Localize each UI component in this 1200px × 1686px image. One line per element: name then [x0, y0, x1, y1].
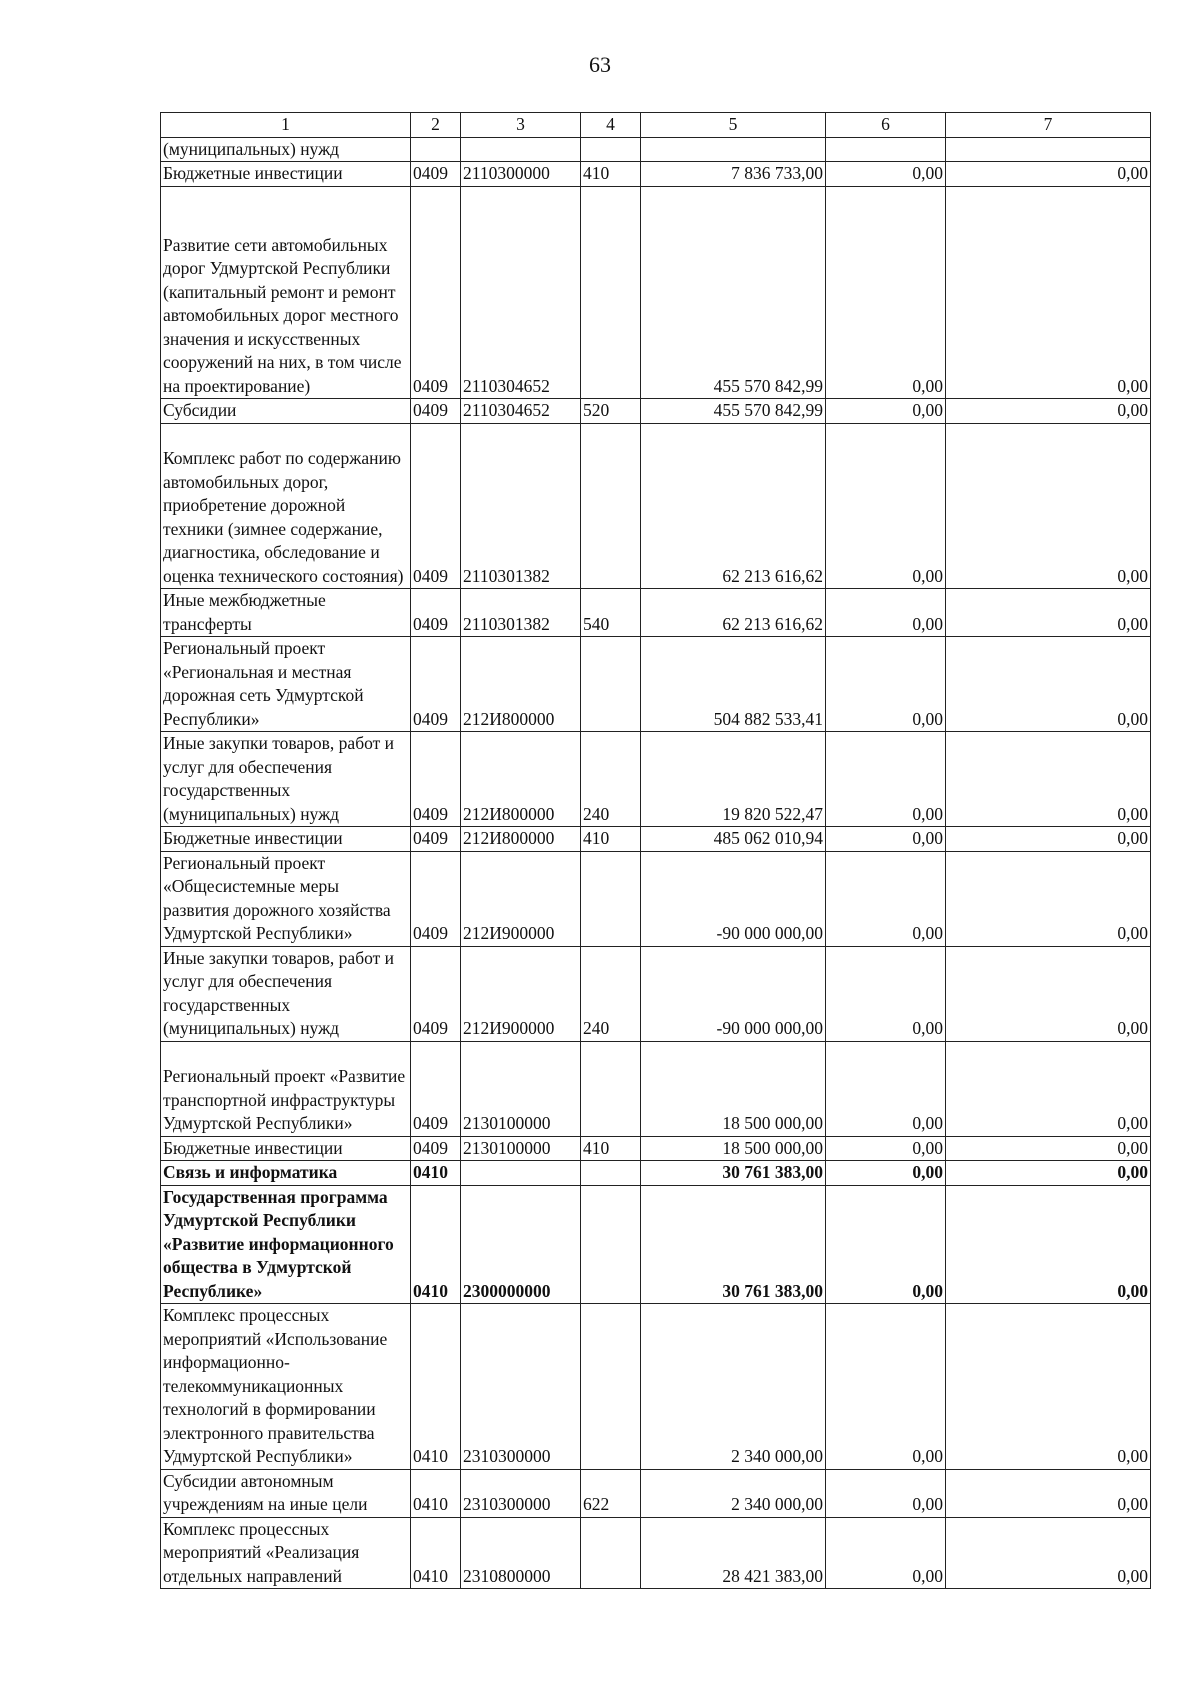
cell-amount-2 — [826, 137, 946, 162]
cell-amount-2: 0,00 — [826, 1136, 946, 1161]
cell-name: Бюджетные инвестиции — [161, 1136, 411, 1161]
cell-target-article: 2310300000 — [461, 1469, 581, 1517]
cell-section: 0409 — [411, 827, 461, 852]
cell-amount-3: 0,00 — [946, 399, 1151, 424]
cell-name: Иные межбюджетные трансферты — [161, 589, 411, 637]
cell-target-article: 2130100000 — [461, 1136, 581, 1161]
cell-amount-2: 0,00 — [826, 186, 946, 399]
cell-section: 0409 — [411, 186, 461, 399]
cell-name: Комплекс процессных мероприятий «Использование информационно-телекоммуникационных технологий в формировании электронного правительства Удмуртской Республики» — [161, 1304, 411, 1470]
table-row — [161, 423, 1151, 589]
cell-target-article: 212И800000 — [461, 637, 581, 732]
cell-section: 0409 — [411, 1041, 461, 1136]
cell-expense-type — [581, 1161, 641, 1186]
cell-section: 0410 — [411, 1161, 461, 1186]
cell-amount-2: 0,00 — [826, 399, 946, 424]
cell-name: Субсидии автономным учреждениям на иные цели — [161, 1469, 411, 1517]
cell-amount: 62 213 616,62 — [641, 589, 826, 637]
cell-target-article: 2110300000 — [461, 162, 581, 187]
table-row — [161, 851, 1151, 946]
cell-amount: 2 340 000,00 — [641, 1304, 826, 1470]
cell-section: 0410 — [411, 1185, 461, 1304]
cell-target-article — [461, 137, 581, 162]
cell-amount-3: 0,00 — [946, 423, 1151, 589]
cell-expense-type — [581, 851, 641, 946]
col-header-6: 6 — [826, 113, 946, 138]
budget-table — [160, 112, 1151, 1589]
cell-amount-3: 0,00 — [946, 1517, 1151, 1589]
table-row — [161, 186, 1151, 399]
cell-amount: 28 421 383,00 — [641, 1517, 826, 1589]
cell-amount: 7 836 733,00 — [641, 162, 826, 187]
col-header-4: 4 — [581, 113, 641, 138]
cell-name: Региональный проект «Региональная и местная дорожная сеть Удмуртской Республики» — [161, 637, 411, 732]
cell-amount-2: 0,00 — [826, 162, 946, 187]
cell-amount-2: 0,00 — [826, 946, 946, 1041]
cell-name: Комплекс процессных мероприятий «Реализация отдельных направлений — [161, 1517, 411, 1589]
cell-section: 0409 — [411, 1136, 461, 1161]
cell-name: Комплекс работ по содержанию автомобильных дорог, приобретение дорожной техники (зимнее содержание, диагностика, обследование и оценка технического состояния) — [161, 423, 411, 589]
cell-expense-type: 410 — [581, 162, 641, 187]
table-row — [161, 1041, 1151, 1136]
cell-name: Бюджетные инвестиции — [161, 827, 411, 852]
cell-name: Развитие сети автомобильных дорог Удмуртской Республики (капитальный ремонт и ремонт автомобильных дорог местного значения и искусственных сооружений на них, в том числе на проектирование) — [161, 186, 411, 399]
cell-amount: 18 500 000,00 — [641, 1136, 826, 1161]
cell-amount-3: 0,00 — [946, 946, 1151, 1041]
cell-amount-3: 0,00 — [946, 162, 1151, 187]
cell-amount-2: 0,00 — [826, 732, 946, 827]
table-row — [161, 162, 1151, 187]
cell-name: Связь и информатика — [161, 1161, 411, 1186]
cell-amount: 18 500 000,00 — [641, 1041, 826, 1136]
cell-amount: 504 882 533,41 — [641, 637, 826, 732]
cell-amount: 455 570 842,99 — [641, 186, 826, 399]
cell-amount-2: 0,00 — [826, 827, 946, 852]
cell-amount: 30 761 383,00 — [641, 1185, 826, 1304]
cell-amount-3: 0,00 — [946, 732, 1151, 827]
table-row — [161, 1185, 1151, 1304]
table-row — [161, 137, 1151, 162]
cell-section: 0409 — [411, 423, 461, 589]
col-header-2: 2 — [411, 113, 461, 138]
col-header-7: 7 — [946, 113, 1151, 138]
cell-amount-3 — [946, 137, 1151, 162]
cell-section — [411, 137, 461, 162]
cell-target-article: 2310800000 — [461, 1517, 581, 1589]
table-row — [161, 1136, 1151, 1161]
cell-section: 0409 — [411, 637, 461, 732]
cell-expense-type — [581, 1185, 641, 1304]
cell-expense-type: 622 — [581, 1469, 641, 1517]
cell-section: 0409 — [411, 946, 461, 1041]
cell-amount-2: 0,00 — [826, 1161, 946, 1186]
cell-expense-type — [581, 423, 641, 589]
cell-amount-3: 0,00 — [946, 851, 1151, 946]
table-row — [161, 589, 1151, 637]
col-header-3: 3 — [461, 113, 581, 138]
cell-amount: -90 000 000,00 — [641, 851, 826, 946]
cell-amount — [641, 137, 826, 162]
cell-target-article: 2110304652 — [461, 399, 581, 424]
cell-expense-type — [581, 137, 641, 162]
table-row — [161, 1304, 1151, 1470]
cell-expense-type — [581, 1517, 641, 1589]
cell-amount-3: 0,00 — [946, 589, 1151, 637]
cell-section: 0409 — [411, 399, 461, 424]
cell-amount: 19 820 522,47 — [641, 732, 826, 827]
cell-amount: 455 570 842,99 — [641, 399, 826, 424]
cell-amount-3: 0,00 — [946, 1469, 1151, 1517]
cell-expense-type: 240 — [581, 732, 641, 827]
col-header-5: 5 — [641, 113, 826, 138]
cell-amount: 485 062 010,94 — [641, 827, 826, 852]
cell-target-article — [461, 1161, 581, 1186]
cell-target-article: 2310300000 — [461, 1304, 581, 1470]
table-row — [161, 1161, 1151, 1186]
table-row — [161, 827, 1151, 852]
table-row — [161, 946, 1151, 1041]
cell-section: 0409 — [411, 732, 461, 827]
cell-amount-3: 0,00 — [946, 1304, 1151, 1470]
cell-expense-type: 410 — [581, 1136, 641, 1161]
cell-amount-2: 0,00 — [826, 637, 946, 732]
cell-amount-2: 0,00 — [826, 423, 946, 589]
col-header-1: 1 — [161, 113, 411, 138]
table-row — [161, 399, 1151, 424]
cell-name: Иные закупки товаров, работ и услуг для обеспечения государственных (муниципальных) нужд — [161, 946, 411, 1041]
cell-target-article: 2110304652 — [461, 186, 581, 399]
table-row — [161, 732, 1151, 827]
header-row — [161, 113, 1151, 138]
cell-expense-type: 240 — [581, 946, 641, 1041]
cell-amount: 30 761 383,00 — [641, 1161, 826, 1186]
cell-amount-2: 0,00 — [826, 1185, 946, 1304]
cell-amount-3: 0,00 — [946, 827, 1151, 852]
cell-name: Бюджетные инвестиции — [161, 162, 411, 187]
cell-amount-3: 0,00 — [946, 1136, 1151, 1161]
cell-amount-2: 0,00 — [826, 589, 946, 637]
table-row — [161, 637, 1151, 732]
cell-expense-type: 520 — [581, 399, 641, 424]
cell-amount-2: 0,00 — [826, 851, 946, 946]
cell-section: 0409 — [411, 162, 461, 187]
table-body — [161, 137, 1151, 1589]
cell-amount-3: 0,00 — [946, 637, 1151, 732]
cell-target-article: 2300000000 — [461, 1185, 581, 1304]
cell-amount-3: 0,00 — [946, 186, 1151, 399]
cell-section: 0410 — [411, 1517, 461, 1589]
cell-name: Субсидии — [161, 399, 411, 424]
cell-expense-type — [581, 186, 641, 399]
cell-amount-3: 0,00 — [946, 1041, 1151, 1136]
cell-target-article: 212И800000 — [461, 827, 581, 852]
cell-name: (муниципальных) нужд — [161, 137, 411, 162]
cell-amount-2: 0,00 — [826, 1517, 946, 1589]
cell-name: Региональный проект «Общесистемные меры развития дорожного хозяйства Удмуртской Республики» — [161, 851, 411, 946]
table-row — [161, 1469, 1151, 1517]
cell-expense-type — [581, 1041, 641, 1136]
cell-amount: 62 213 616,62 — [641, 423, 826, 589]
cell-amount-2: 0,00 — [826, 1041, 946, 1136]
cell-amount-3: 0,00 — [946, 1185, 1151, 1304]
cell-expense-type — [581, 637, 641, 732]
cell-section: 0410 — [411, 1469, 461, 1517]
cell-target-article: 212И900000 — [461, 851, 581, 946]
cell-expense-type — [581, 1304, 641, 1470]
cell-amount-3: 0,00 — [946, 1161, 1151, 1186]
cell-name: Иные закупки товаров, работ и услуг для обеспечения государственных (муниципальных) нужд — [161, 732, 411, 827]
cell-target-article: 2110301382 — [461, 423, 581, 589]
cell-target-article: 2110301382 — [461, 589, 581, 637]
cell-name: Региональный проект «Развитие транспортной инфраструктуры Удмуртской Республики» — [161, 1041, 411, 1136]
cell-name: Государственная программа Удмуртской Республики «Развитие информационного общества в Удмуртской Республике» — [161, 1185, 411, 1304]
cell-section: 0410 — [411, 1304, 461, 1470]
cell-amount: -90 000 000,00 — [641, 946, 826, 1041]
cell-amount-2: 0,00 — [826, 1469, 946, 1517]
cell-target-article: 212И900000 — [461, 946, 581, 1041]
page-number: 63 — [589, 52, 611, 77]
cell-amount: 2 340 000,00 — [641, 1469, 826, 1517]
table-row — [161, 1517, 1151, 1589]
cell-section: 0409 — [411, 851, 461, 946]
cell-target-article: 212И800000 — [461, 732, 581, 827]
cell-expense-type: 410 — [581, 827, 641, 852]
cell-target-article: 2130100000 — [461, 1041, 581, 1136]
cell-expense-type: 540 — [581, 589, 641, 637]
cell-section: 0409 — [411, 589, 461, 637]
cell-amount-2: 0,00 — [826, 1304, 946, 1470]
